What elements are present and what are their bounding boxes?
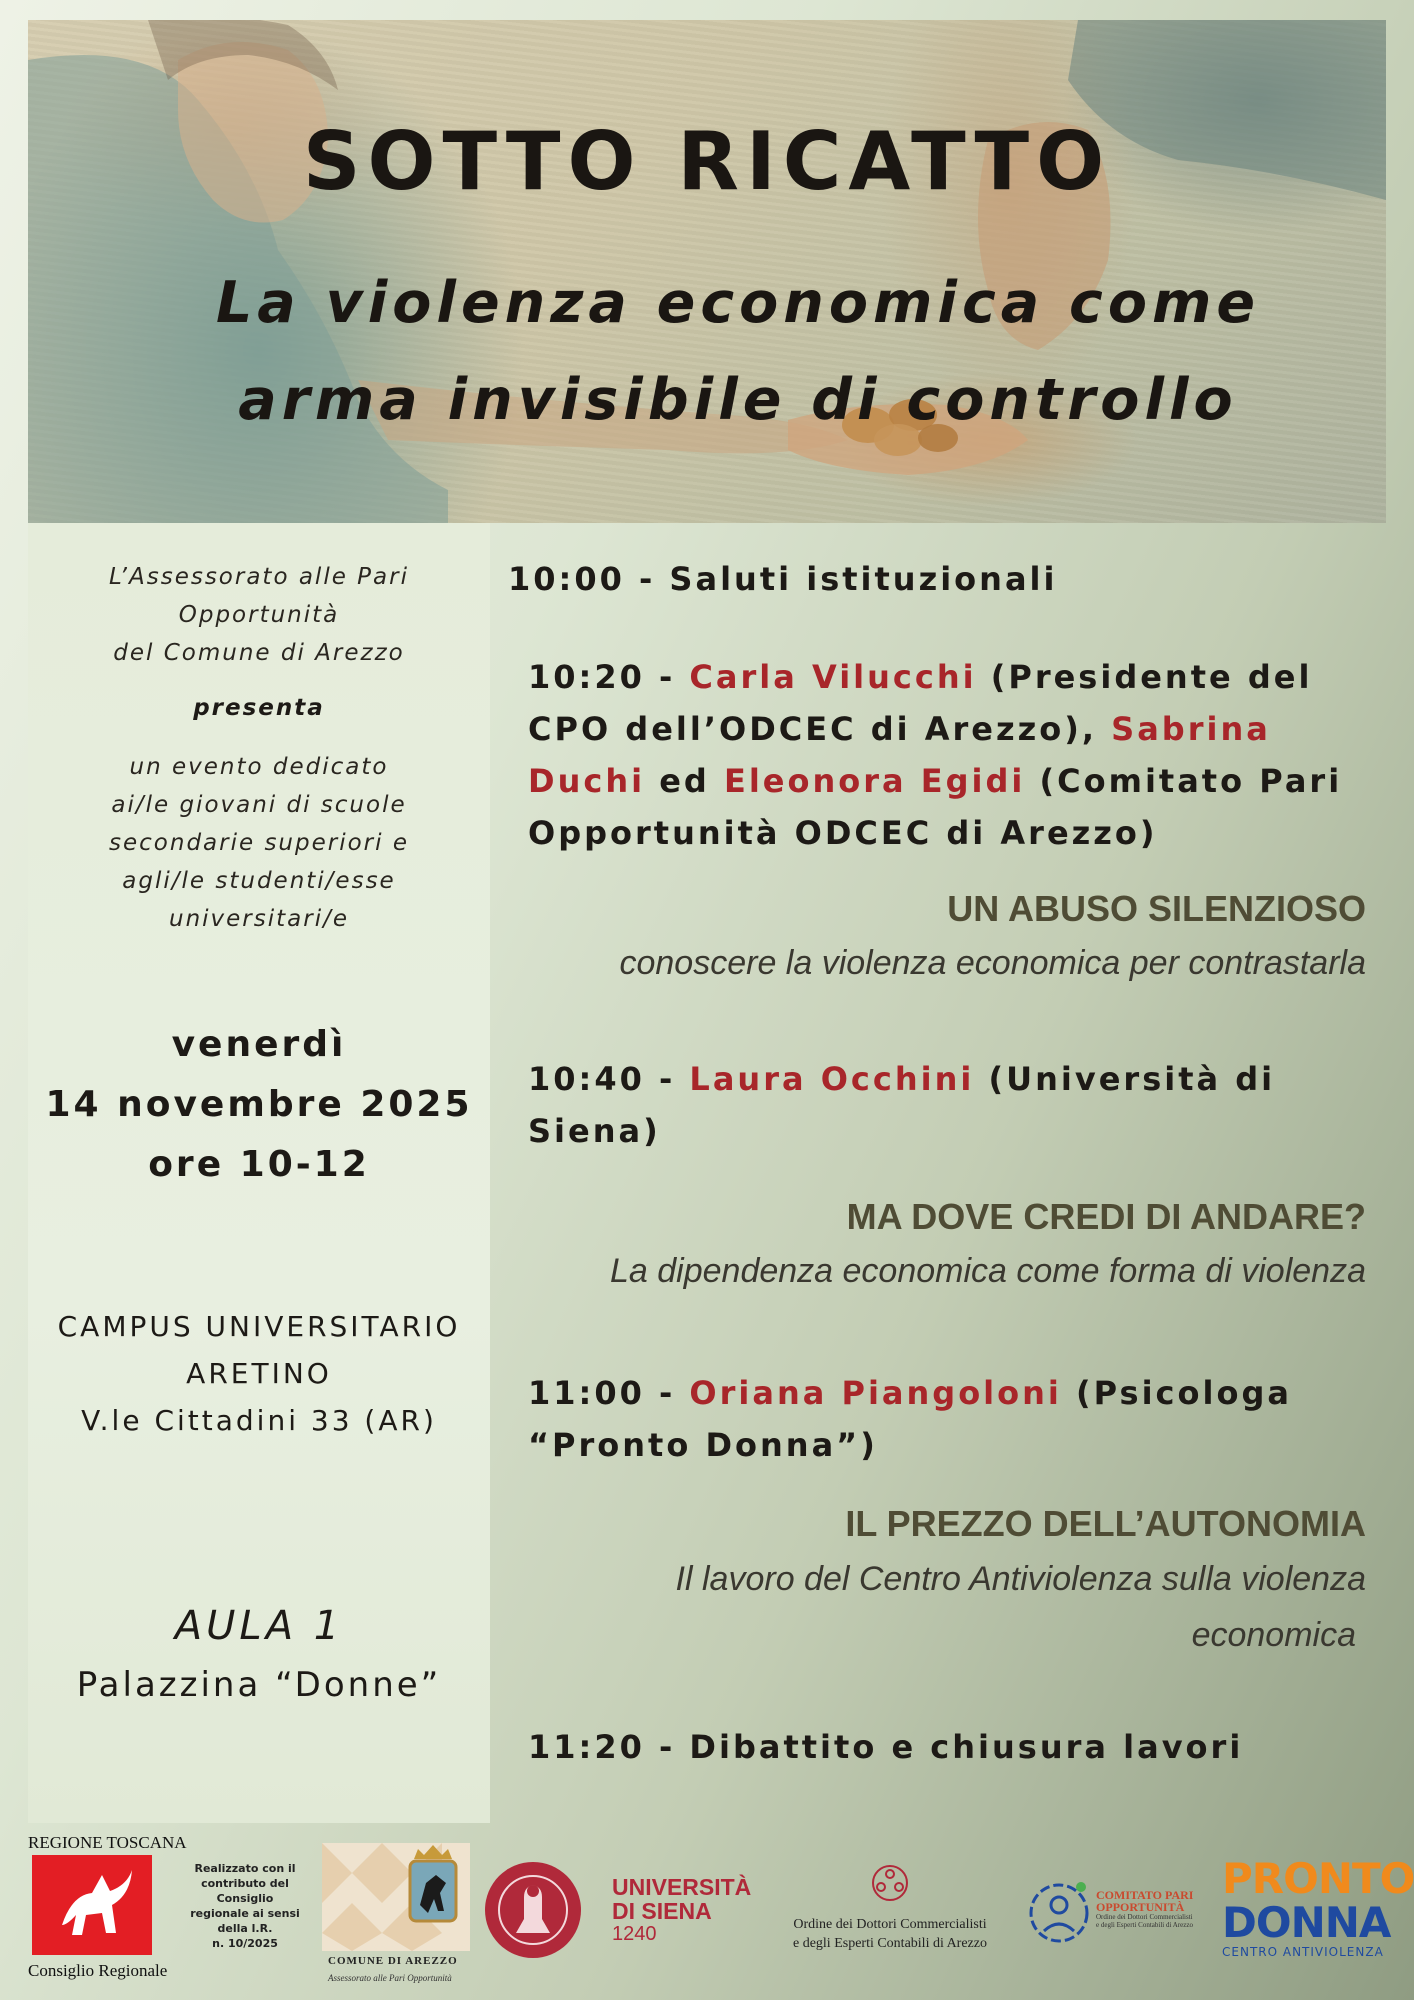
program-panel <box>490 523 1386 1823</box>
cpo-subtitle-line: e degli Esperti Contabili di Arezzo <box>1096 1921 1194 1929</box>
event-date <box>28 1015 490 1195</box>
comune-name: COMUNE DI AREZZO <box>328 1955 458 1967</box>
odcec-name-line: Ordine dei Dottori Commercialisti <box>793 1917 987 1932</box>
cpo-logo <box>1026 1879 1206 1949</box>
consiglio-label: Consiglio Regionale <box>28 1961 168 1980</box>
comune-crest-icon <box>322 1843 470 1951</box>
organizer-text <box>28 558 490 672</box>
slot-line <box>528 651 1342 703</box>
university-name-line: DI SIENA <box>612 1898 712 1924</box>
cpo-emblem-icon <box>1026 1879 1092 1947</box>
funding-line: regionale ai sensi <box>190 1907 300 1920</box>
speaker-name: Carla Vilucchi <box>689 658 977 696</box>
funding-line: Consiglio <box>216 1892 274 1905</box>
slot-line: Siena) <box>528 1112 661 1150</box>
program-slot: 10:00 - Saluti istituzionali <box>508 560 1058 598</box>
presenta-label: presenta <box>193 695 325 721</box>
event-day: venerdì <box>171 1024 347 1065</box>
event-subtitle-line1: La violenza economica come <box>215 270 1261 336</box>
event-subtitle-line2: arma invisibile di controllo <box>238 367 1238 433</box>
funding-note <box>186 1861 304 1951</box>
venue-line: ARETINO <box>186 1357 332 1390</box>
pronto-donna-line: DONNA <box>1222 1898 1391 1947</box>
odcec-logo <box>774 1863 1006 1953</box>
section-subtitle-line: Il lavoro del Centro Antiviolenza sulla violenza <box>675 1560 1366 1598</box>
program-slot <box>528 1367 1292 1471</box>
slot-text: (Psicologa <box>1061 1374 1292 1412</box>
university-name-logo <box>612 1875 751 1946</box>
cpo-text <box>1096 1889 1193 1929</box>
event-title: SOTTO RICATTO <box>302 115 1112 208</box>
funding-line: Realizzato con il <box>194 1862 296 1875</box>
organizer-line: Opportunità <box>178 602 340 628</box>
pronto-donna-subtitle: CENTRO ANTIVIOLENZA <box>1222 1945 1384 1959</box>
comune-arezzo-logo <box>322 1843 470 1993</box>
slot-line <box>528 703 1342 755</box>
slot-time: 10:20 - <box>528 658 690 696</box>
slot-text: CPO dell’ODCEC di Arezzo), <box>528 710 1112 748</box>
slot-line <box>528 1053 1275 1105</box>
speaker-name: Eleonora Egidi <box>723 762 1026 800</box>
info-panel <box>28 523 490 1823</box>
section-subtitle: La dipendenza economica come forma di violenza <box>609 1252 1366 1290</box>
funding-line: contributo del <box>201 1877 289 1890</box>
slot-line <box>528 1367 1292 1419</box>
regione-label: REGIONE TOSCANA <box>28 1833 187 1852</box>
cpo-subtitle-line: Ordine dei Dottori Commercialisti <box>1096 1913 1193 1921</box>
description-line: universitari/e <box>169 906 349 932</box>
section-title: MA DOVE CREDI DI ANDARE? <box>846 1196 1366 1237</box>
section-subtitle <box>676 1551 1366 1663</box>
regione-toscana-logo <box>28 1833 188 1983</box>
slot-text: (Presidente del <box>976 658 1313 696</box>
cpo-title-line: COMITATO PARI <box>1096 1888 1194 1902</box>
venue-address: V.le Cittadini 33 (AR) <box>81 1404 437 1437</box>
footer-logos <box>0 1823 1414 2000</box>
header-illustration <box>28 20 1386 523</box>
speaker-name: Duchi <box>528 762 646 800</box>
pronto-donna-logo <box>1222 1854 1414 1959</box>
building-name: Palazzina “Donne” <box>76 1665 442 1705</box>
description-line: un evento dedicato <box>129 754 389 780</box>
section-title: UN ABUSO SILENZIOSO <box>947 888 1366 929</box>
odcec-emblem-icon <box>868 1863 912 1903</box>
venue-line: CAMPUS UNIVERSITARIO <box>57 1310 461 1343</box>
slot-line <box>528 755 1342 807</box>
program-slot <box>528 1053 1275 1157</box>
event-subtitle <box>118 255 1358 449</box>
event-hours: ore 10-12 <box>148 1144 370 1185</box>
event-date-text: 14 novembre 2025 <box>45 1084 473 1125</box>
cpo-title-line: OPPORTUNITÀ <box>1096 1900 1185 1914</box>
program-slot: 11:20 - Dibattito e chiusura lavori <box>528 1728 1244 1766</box>
university-name-line: UNIVERSITÀ <box>612 1874 752 1900</box>
room-name: AULA 1 <box>174 1603 344 1649</box>
section-subtitle: conoscere la violenza economica per contrastarla <box>619 944 1366 982</box>
organizer-line: L’Assessorato alle Pari <box>109 564 409 590</box>
description-line: ai/le giovani di scuole <box>111 792 407 818</box>
description-line: agli/le studenti/esse <box>122 868 396 894</box>
slot-text: (Comitato Pari <box>1025 762 1343 800</box>
speaker-name: Oriana Piangoloni <box>689 1374 1062 1412</box>
event-description <box>28 748 490 938</box>
slot-text: (Università di <box>974 1060 1276 1098</box>
funding-line: n. 10/2025 <box>212 1937 278 1950</box>
university-year: 1240 <box>612 1923 657 1945</box>
slot-line: Opportunità ODCEC di Arezzo) <box>528 814 1158 852</box>
description-line: secondarie superiori e <box>109 830 409 856</box>
speaker-name: Laura Occhini <box>689 1060 975 1098</box>
comune-subtitle: Assessorato alle Pari Opportunità <box>328 1973 452 1983</box>
organizer-line: del Comune di Arezzo <box>113 640 405 666</box>
section-title: IL PREZZO DELL’AUTONOMIA <box>845 1503 1366 1544</box>
section-subtitle-line: economica <box>1191 1616 1356 1654</box>
pegasus-icon <box>32 1855 152 1955</box>
slot-text: ed <box>645 762 724 800</box>
pronto-donna-line: PRONTO <box>1222 1854 1414 1903</box>
slot-line: “Pronto Donna”) <box>528 1426 878 1464</box>
university-seal-icon <box>484 1861 582 1959</box>
slot-time: 10:40 - <box>528 1060 690 1098</box>
event-venue <box>28 1303 490 1444</box>
speaker-name: Sabrina <box>1111 710 1271 748</box>
program-slot <box>528 651 1342 859</box>
slot-time: 11:00 - <box>528 1374 690 1412</box>
funding-line: della l.R. <box>217 1922 273 1935</box>
odcec-name-line: e degli Esperti Contabili di Arezzo <box>792 1936 987 1951</box>
